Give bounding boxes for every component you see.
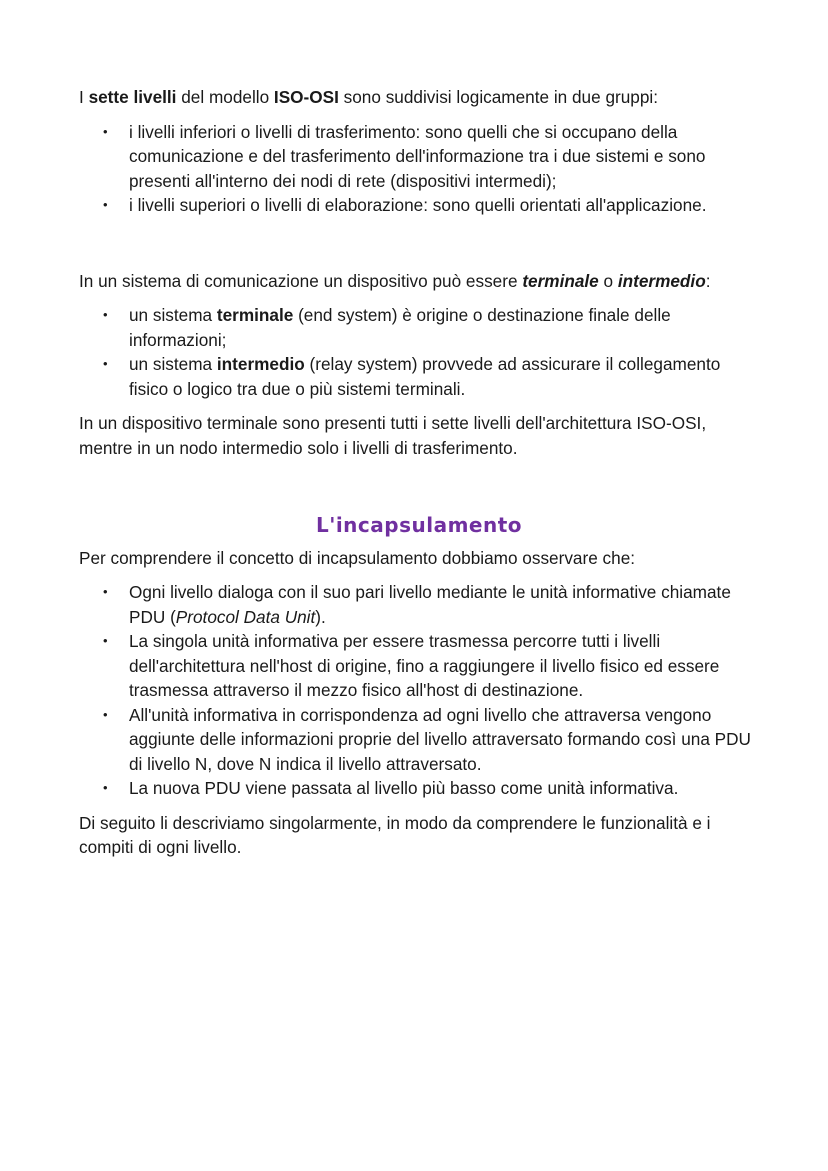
bold-text: terminale <box>216 305 294 325</box>
list-item: • All'unità informativa in corrispondenza ad ogni livello che attraversa vengono aggiunte delle informazioni proprie del livello attraversato formando così una PDU di livello N, dove N indica il livello attraversato. <box>79 703 759 777</box>
text: (relay system) provvede ad assicurare il collegamento fisico o logico tra due o più sistemi terminali. <box>129 354 721 399</box>
text: sono suddivisi logicamente in due gruppi: <box>338 87 658 107</box>
text: In un sistema di comunicazione un dispositivo può essere <box>79 270 523 291</box>
italic-text: Protocol Data Unit <box>175 606 316 627</box>
text: : <box>705 270 711 291</box>
encapsulation-points-list <box>79 580 759 801</box>
devices-list <box>79 303 759 401</box>
groups-list <box>79 120 759 218</box>
list-item <box>79 580 759 629</box>
text: del modello <box>176 87 274 107</box>
text: ). <box>315 606 326 627</box>
section-intro-paragraph: Per comprendere il concetto di incapsulamento dobbiamo osservare che: <box>79 547 636 568</box>
section-heading: L'incapsulamento <box>315 513 523 537</box>
list-item: • i livelli superiori o livelli di elaborazione: sono quelli orientati all'applicazione. <box>79 193 759 218</box>
bold-text: ISO-OSI <box>273 87 339 107</box>
devices-intro-paragraph <box>79 269 759 294</box>
list-item: • La nuova PDU viene passata al livello più basso come unità informativa. <box>79 776 759 801</box>
text: I <box>79 87 89 107</box>
list-item <box>79 352 759 401</box>
intro-paragraph <box>79 85 759 110</box>
list-item: • i livelli inferiori o livelli di trasferimento: sono quelli che si occupano della comunicazione e del trasferimento dell'informazione tra i due sistemi e sono presenti all'interno dei nodi di rete (dispositivi intermedi); <box>79 120 759 194</box>
list-item: • La singola unità informativa per essere trasmessa percorre tutti i livelli dell'architettura nell'host di origine, fino a raggiungere il livello fisico ed essere trasmessa attraverso il mezzo fisico all'host di destinazione. <box>79 629 759 703</box>
text: un sistema <box>129 305 217 325</box>
italic-text: terminale <box>522 270 599 291</box>
text: o <box>598 270 618 291</box>
italic-text: intermedio <box>617 270 706 291</box>
text: (end system) è origine o destinazione finale delle informazioni; <box>129 305 671 350</box>
text: un sistema <box>129 354 217 374</box>
bold-text: intermedio <box>216 354 305 374</box>
text: Ogni livello dialoga con il suo pari livello mediante le unità informative chiamate PDU ( <box>129 582 731 627</box>
list-item <box>79 303 759 352</box>
bold-text: sette livelli <box>88 87 177 107</box>
document-page <box>79 85 759 860</box>
closing-paragraph: Di seguito li descriviamo singolarmente, in modo da comprendere le funzionalità e i compiti di ogni livello. <box>79 812 711 857</box>
devices-summary-paragraph: In un dispositivo terminale sono presenti tutti i sette livelli dell'architettura ISO-OSI, mentre in un nodo intermedio solo i livelli di trasferimento. <box>79 413 707 458</box>
